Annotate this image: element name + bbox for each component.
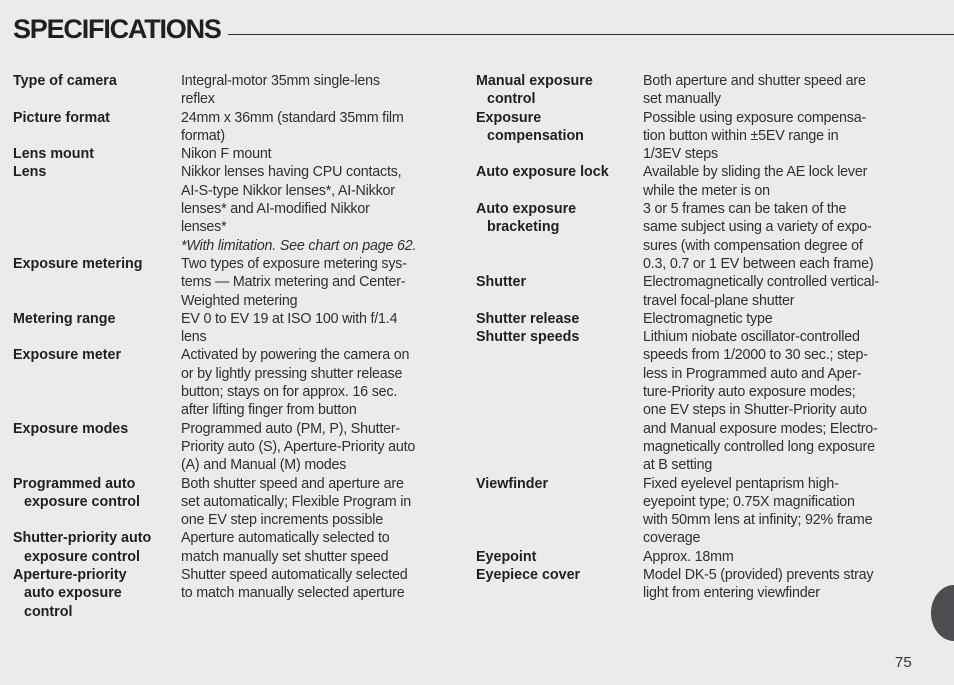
page-number: 75 — [895, 654, 912, 671]
spec-row — [476, 72, 946, 109]
spec-description-line: Both aperture and shutter speed are — [643, 73, 866, 89]
spec-description-line: at B setting — [643, 457, 713, 474]
spec-description — [643, 310, 773, 328]
spec-row — [476, 163, 946, 200]
spec-description-line: lenses* — [181, 219, 227, 236]
spec-term-line: exposure control — [24, 548, 140, 565]
spec-term — [13, 475, 181, 512]
spec-description-line: Electromagnetically controlled vertical- — [643, 274, 879, 291]
spec-description-line: after lifting finger from button — [181, 402, 357, 419]
spec-row — [13, 145, 453, 163]
spec-term — [476, 200, 643, 237]
spec-description-line: set automatically; Flexible Program in — [181, 493, 411, 510]
spec-row — [476, 200, 946, 273]
page-header — [13, 14, 954, 48]
spec-term-line: Eyepoint — [476, 548, 537, 565]
page-title: SPECIFICATIONS — [13, 14, 221, 44]
spec-description-line: travel focal-plane shutter — [643, 292, 795, 309]
spec-term — [13, 566, 181, 621]
spec-description — [643, 328, 878, 474]
spec-term — [13, 145, 181, 163]
spec-description-line: Integral-motor 35mm single-lens — [181, 73, 380, 89]
spec-description-line: sures (with compensation degree of — [643, 237, 863, 254]
spec-term — [13, 310, 181, 328]
spec-description-line: lens — [181, 329, 207, 346]
spec-description-line: ture-Priority auto exposure modes; — [643, 384, 856, 401]
spec-description-line: reflex — [181, 91, 215, 108]
spec-term — [13, 255, 181, 273]
spec-row — [476, 475, 946, 548]
spec-row — [13, 163, 453, 254]
spec-description-line: speeds from 1/2000 to 30 sec.; step- — [643, 347, 868, 364]
spec-description-line: AI-S-type Nikkor lenses*, AI-Nikkor — [181, 182, 395, 199]
spec-term-line: Auto exposure — [476, 201, 577, 218]
spec-row — [13, 529, 453, 566]
spec-row — [13, 420, 453, 475]
spec-description-line: format) — [181, 127, 225, 144]
spec-term-line: Shutter speeds — [476, 329, 580, 346]
spec-description-line: Nikkor lenses having CPU contacts, — [181, 164, 402, 181]
spec-description-line: eyepoint type; 0.75X magnification — [643, 493, 855, 510]
spec-description-line: Two types of exposure metering sys- — [181, 255, 407, 272]
spec-description — [181, 346, 409, 419]
spec-description — [181, 72, 380, 109]
spec-description-line: 1/3EV steps — [643, 146, 718, 163]
spec-description — [181, 566, 407, 603]
spec-term-line: Lens — [13, 164, 47, 181]
spec-description-line: (A) and Manual (M) modes — [181, 457, 347, 474]
spec-description-line: Activated by powering the camera on — [181, 347, 410, 364]
spec-description — [181, 109, 404, 146]
spec-description — [181, 255, 407, 310]
spec-description — [643, 163, 867, 200]
spec-term-line: Shutter release — [476, 310, 580, 327]
spec-column-left — [13, 72, 453, 621]
spec-description-line: magnetically controlled long exposure — [643, 438, 875, 455]
spec-row — [476, 109, 946, 164]
spec-description-line: set manually — [643, 91, 721, 108]
spec-term — [476, 475, 643, 493]
spec-description — [181, 529, 390, 566]
spec-description — [643, 273, 879, 310]
spec-description-line: tems — Matrix metering and Center- — [181, 274, 406, 291]
spec-term-line: auto exposure — [24, 585, 122, 602]
spec-footnote: *With limitation. See chart on page 62. — [181, 237, 417, 254]
spec-description — [643, 566, 873, 603]
spec-description-line: Priority auto (S), Aperture-Priority auto — [181, 438, 416, 455]
spec-description-line: Aperture automatically selected to — [181, 530, 390, 547]
spec-term — [476, 109, 643, 146]
spec-description-line: light from entering viewfinder — [643, 585, 820, 602]
spec-description-line: with 50mm lens at infinity; 92% frame — [643, 512, 873, 529]
spec-row — [13, 566, 453, 621]
spec-row — [476, 548, 946, 566]
spec-description-line: EV 0 to EV 19 at ISO 100 with f/1.4 — [181, 310, 398, 327]
spec-term — [476, 163, 643, 181]
spec-term-line: Manual exposure — [476, 73, 593, 89]
spec-description — [643, 109, 866, 164]
spec-row — [13, 475, 453, 530]
spec-description-line: one EV step increments possible — [181, 512, 384, 529]
spec-row — [13, 346, 453, 419]
spec-term — [13, 420, 181, 438]
spec-term — [476, 310, 643, 328]
spec-description-line: Model DK-5 (provided) prevents stray — [643, 567, 874, 584]
spec-description — [181, 420, 415, 475]
spec-description — [181, 145, 271, 163]
spec-description-line: or by lightly pressing shutter release — [181, 365, 403, 382]
spec-term-line: Lens mount — [13, 146, 95, 163]
spec-term — [13, 109, 181, 127]
spec-description-line: Shutter speed automatically selected — [181, 567, 408, 584]
spec-term-line: exposure control — [24, 493, 140, 510]
spec-term-line: Auto exposure lock — [476, 164, 609, 181]
spec-term — [13, 163, 181, 181]
spec-description-line: Weighted metering — [181, 292, 298, 309]
spec-row — [476, 328, 946, 474]
spec-row — [476, 566, 946, 603]
spec-description-line: Programmed auto (PM, P), Shutter- — [181, 420, 401, 437]
title-rule — [228, 34, 954, 35]
spec-term-line: Exposure metering — [13, 255, 143, 272]
spec-row — [476, 310, 946, 328]
spec-description-line: less in Programmed auto and Aper- — [643, 365, 862, 382]
spec-description-line: Lithium niobate oscillator-controlled — [643, 329, 860, 346]
spec-row — [13, 72, 453, 109]
spec-description — [643, 475, 872, 548]
spec-description-line: 24mm x 36mm (standard 35mm film — [181, 109, 404, 126]
spec-description-line: Available by sliding the AE lock lever — [643, 164, 868, 181]
spec-description-line: to match manually selected aperture — [181, 585, 405, 602]
spec-description-line: Electromagnetic type — [643, 310, 773, 327]
spec-row — [13, 310, 453, 347]
spec-row — [476, 273, 946, 310]
spec-term — [13, 72, 181, 90]
spec-term-line: compensation — [487, 127, 584, 144]
spec-term-line: Exposure meter — [13, 347, 122, 364]
spec-term-line: Aperture-priority — [13, 567, 127, 584]
spec-term-line: Picture format — [13, 109, 110, 126]
spec-term — [13, 346, 181, 364]
spec-row — [13, 255, 453, 310]
spec-description — [181, 163, 416, 254]
spec-term-line: Shutter — [476, 274, 527, 291]
spec-term-line: Programmed auto — [13, 475, 136, 492]
spec-description-line: Nikon F mount — [181, 146, 272, 163]
spec-description-line: Fixed eyelevel pentaprism high- — [643, 475, 839, 492]
spec-description-line: and Manual exposure modes; Electro- — [643, 420, 878, 437]
spec-column-right — [476, 72, 946, 603]
spec-description — [643, 200, 873, 273]
spec-term — [476, 72, 643, 109]
spec-term-line: Viewfinder — [476, 475, 549, 492]
spec-term-line: control — [24, 603, 73, 620]
spec-term-line: Shutter-priority auto — [13, 530, 152, 547]
spec-description-line: 3 or 5 frames can be taken of the — [643, 201, 847, 218]
spec-term — [13, 529, 181, 566]
spec-description — [181, 475, 411, 530]
spec-term-line: Type of camera — [13, 73, 117, 89]
spec-description-line: coverage — [643, 530, 701, 547]
spec-term — [476, 328, 643, 346]
spec-term — [476, 548, 643, 566]
spec-term-line: Exposure — [476, 109, 542, 126]
spec-description-line: one EV steps in Shutter-Priority auto — [643, 402, 867, 419]
spec-term — [476, 273, 643, 291]
spec-term-line: bracketing — [487, 219, 560, 236]
spec-description-line: match manually set shutter speed — [181, 548, 389, 565]
spec-description-line: Both shutter speed and aperture are — [181, 475, 404, 492]
spec-term — [476, 566, 643, 584]
spec-description-line: 0.3, 0.7 or 1 EV between each frame) — [643, 255, 874, 272]
spec-term-line: Exposure modes — [13, 420, 129, 437]
spec-description-line: tion button within ±5EV range in — [643, 127, 839, 144]
spec-description-line: same subject using a variety of expo- — [643, 219, 872, 236]
spec-description-line: button; stays on for approx. 16 sec. — [181, 384, 398, 401]
spec-description-line: Possible using exposure compensa- — [643, 109, 867, 126]
spec-description — [643, 548, 734, 566]
spec-description-line: while the meter is on — [643, 182, 770, 199]
spec-term-line: Eyepiece cover — [476, 567, 581, 584]
spec-description — [181, 310, 397, 347]
spec-term-line: control — [487, 91, 536, 108]
spec-term-line: Metering range — [13, 310, 116, 327]
spec-description-line: Approx. 18mm — [643, 548, 734, 565]
spec-description — [643, 72, 866, 109]
spec-description-line: lenses* and AI-modified Nikkor — [181, 201, 370, 218]
spec-row — [13, 109, 453, 146]
